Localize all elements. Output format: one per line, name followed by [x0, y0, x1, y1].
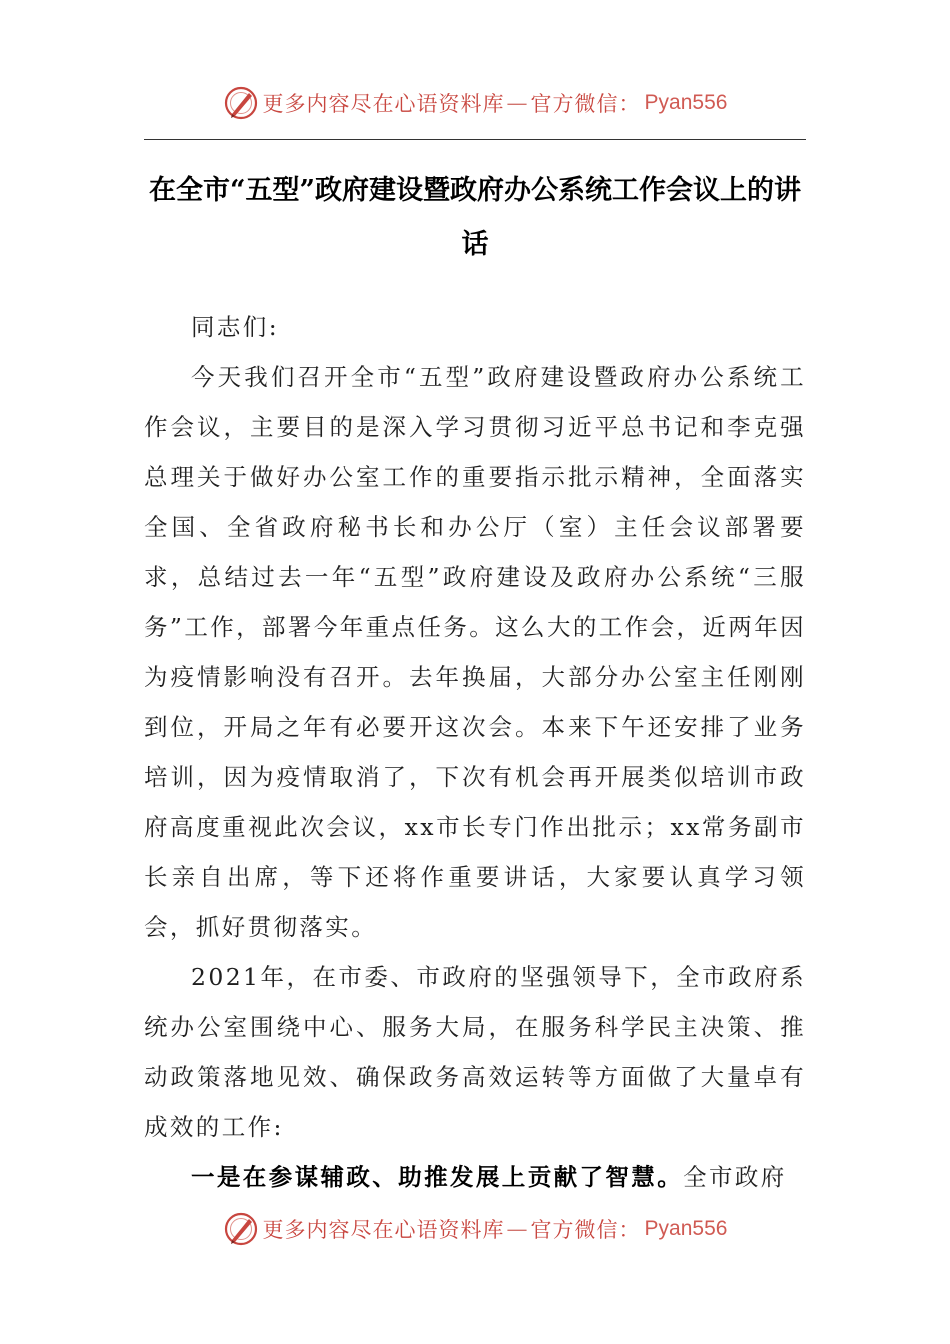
banner-brand: 更多内容尽在心语资料库 [262, 1218, 505, 1242]
document-title: 在全市“五型”政府建设暨政府办公系统工作会议上的讲话 [148, 175, 802, 260]
banner-wechat-id: Pyan556 [644, 91, 728, 114]
watermark-banner-bottom [0, 1204, 950, 1254]
greeting: 同志们: [191, 313, 280, 341]
pen-logo-icon [223, 85, 259, 121]
paragraph-3-text: 全市政府 [683, 1163, 787, 1191]
document-body [144, 302, 806, 1202]
banner-wechat-id: Pyan556 [644, 1217, 728, 1240]
paragraph-2: 2021年，在市委、市政府的坚强领导下，全市政府系统办公室围绕中心、服务大局，在服务科学民主决策、推动政策落地见效、确保政务高效运转等方面做了大量卓有成效的工作: [144, 963, 806, 1141]
watermark-banner-top [0, 78, 950, 128]
banner-separator: — [506, 91, 529, 115]
banner-separator: — [506, 1217, 529, 1241]
paragraph-1: 今天我们召开全市“五型”政府建设暨政府办公系统工作会议，主要目的是深入学习贯彻习近平总书记和李克强总理关于做好办公室工作的重要指示批示精神，全面落实全国、全省政府秘书长和办公厅（室）主任会议部署要求，总结过去一年“五型”政府建设及政府办公系统“三服务”工作，部署今年重点任务。这么大的工作会，近两年因为疫情影响没有召开。去年换届，大部分办公室主任刚刚到位，开局之年有必要开这次会。本来下午还安排了业务培训，因为疫情取消了，下次有机会再开展类似培训市政府高度重视此次会议，xx市长专门作出批示；xx常务副市长亲自出席，等下还将作重要讲话，大家要认真学习领会，抓好贯彻落实。 [144, 363, 806, 941]
banner-wechat-label: 官方微信： [530, 1218, 641, 1242]
paragraph-3-bold-lead: 一是在参谋辅政、助推发展上贡献了智慧。 [191, 1163, 684, 1191]
banner-brand: 更多内容尽在心语资料库 [262, 92, 505, 116]
header-divider [144, 139, 806, 140]
paragraph-3 [144, 1152, 806, 1202]
pen-logo-icon [223, 1211, 259, 1247]
banner-wechat-label: 官方微信： [530, 92, 641, 116]
